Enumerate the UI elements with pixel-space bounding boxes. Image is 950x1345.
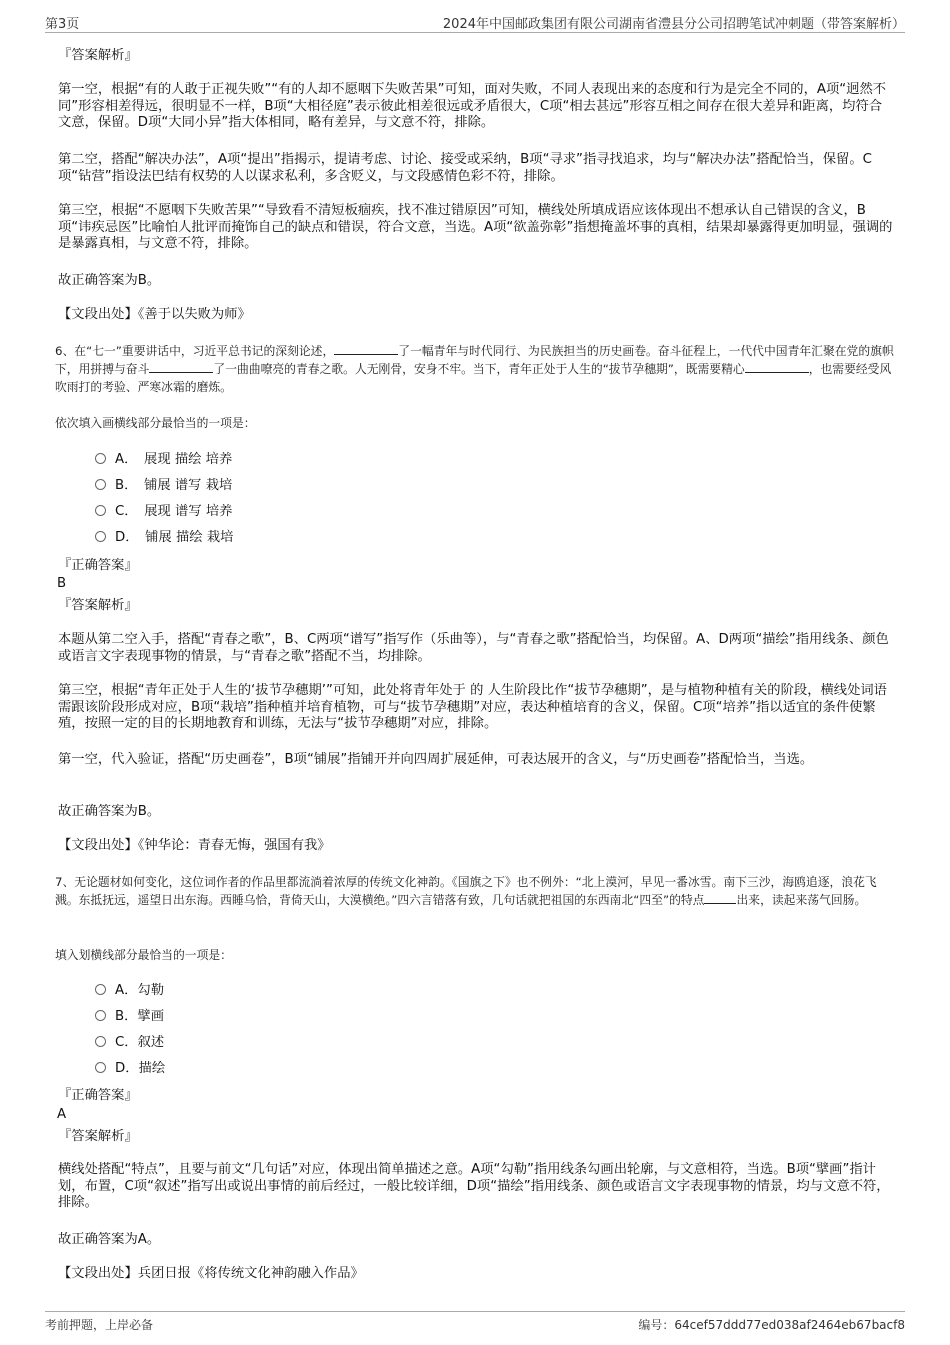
document-id: 编号：64cef57ddd77ed038af2464eb67bacf8 bbox=[638, 1318, 905, 1332]
q7-text-part2: 出来，读起来荡气回肠。 bbox=[736, 893, 867, 907]
q6-blank-1 bbox=[334, 342, 398, 355]
q7-analysis-label: 『答案解析』 bbox=[58, 1129, 138, 1144]
q6-option-b-label: B． 铺展 谱写 栽培 bbox=[115, 478, 233, 493]
q7-answer: A bbox=[57, 1107, 67, 1122]
page-number: 第3页 bbox=[45, 17, 80, 32]
q6-option-c[interactable] bbox=[95, 502, 232, 522]
q6-answer-label: 『正确答案』 bbox=[58, 558, 138, 573]
page-header bbox=[45, 10, 905, 33]
q7-option-d[interactable] bbox=[95, 1059, 165, 1079]
page-footer bbox=[45, 1311, 905, 1342]
radio-icon[interactable] bbox=[95, 1062, 106, 1073]
radio-icon[interactable] bbox=[95, 453, 106, 464]
q6-question-text bbox=[55, 342, 895, 396]
q6-blank-2 bbox=[149, 360, 213, 373]
q6-answer: B bbox=[57, 576, 67, 591]
q6-source: 【文段出处】《钟华论：青春无悔，强国有我》 bbox=[58, 838, 331, 853]
q5-analysis-para3: 第三空，根据“不愿咽下失败苦果”“导致看不清短板痼疾，找不准过错原因”可知，横线处所填成语应该体现出不想承认自己错误的含义，B项“讳疾忌医”比喻怕人批评而掩饰自己的缺点和错误，符合文意，当选。A项“欲盖弥彰”指想掩盖坏事的真相，结果却暴露得更加明显，强调的是暴露真相，与文意不符，排除。 bbox=[58, 203, 893, 251]
q7-blank-1 bbox=[704, 891, 736, 904]
q6-option-a[interactable] bbox=[95, 450, 232, 470]
q5-analysis-para1: 第一空，根据“有的人敢于正视失败”“有的人却不愿咽下失败苦果”可知，面对失败，不同人表现出来的态度和行为是完全不同的，A项“迥然不同”形容相差得远，很明显不一样，B项“大相径庭”表示彼此相差很远或矛盾很大，C项“相去甚远”形容互相之间存在很大差异和距离，均符合文意，保留。D项“大同小异”指大体相同，略有差异，与文意不符，排除。 bbox=[58, 82, 887, 130]
q7-analysis-para1: 横线处搭配“特点”，且要与前文“几句话”对应，体现出简单描述之意。A项“勾勒”指用线条勾画出轮廓，与文意相符，当选。B项“擘画”指计划，布置，C项“叙述”指写出或说出事情的前后经过，一般比较详细，D项“描绘”指用线条、颜色或语言文字表现事物的情景，均与文意不符，排除。 bbox=[58, 1162, 890, 1210]
q7-option-a-label: A．勾勒 bbox=[115, 983, 164, 998]
q6-analysis-para1: 本题从第二空入手，搭配“青春之歌”，B、C两项“谱写”指写作（乐曲等），与“青春之歌”搭配恰当，均保留。A、D两项“描绘”指用线条、颜色或语言文字表现事物的情景，与“青春之歌”搭配不当，均排除。 bbox=[58, 632, 889, 664]
q6-analysis-para3: 第一空，代入验证，搭配“历史画卷”，B项“铺展”指铺开并向四周扩展延伸，可表达展开的含义，与“历史画卷”搭配恰当，当选。 bbox=[58, 752, 814, 767]
q6-text-part2: 了一幅青年与时代同行、为民族担当的历史画卷。奋斗征程上，一代代中国青年汇聚在党的旗帜下，用拼搏与奋斗 bbox=[55, 344, 894, 376]
q5-analysis-para2: 第二空，搭配“解决办法”，A项“提出”指揭示，提请考虑、讨论、接受或采纳，B项“寻求”指寻找追求，均与“解决办法”搭配恰当，保留。C项“钻营”指设法巴结有权势的人以谋求私利，多含贬义，与文段感情色彩不符，排除。 bbox=[58, 152, 872, 184]
q6-text-part4: ，也需要经受风吹雨打的考验、严寒冰霜的磨炼。 bbox=[55, 362, 892, 394]
q7-option-b[interactable] bbox=[95, 1007, 164, 1027]
q6-blank-3 bbox=[745, 360, 809, 373]
q6-option-c-label: C． 展现 谱写 培养 bbox=[115, 504, 233, 519]
q7-option-b-label: B．擘画 bbox=[115, 1009, 165, 1024]
q6-option-d[interactable] bbox=[95, 528, 233, 548]
q7-prompt: 填入划横线部分最恰当的一项是： bbox=[55, 948, 232, 962]
q7-source: 【文段出处】兵团日报《将传统文化神韵融入作品》 bbox=[58, 1266, 364, 1281]
q7-question-text bbox=[55, 873, 895, 909]
q6-option-a-label: A． 展现 描绘 培养 bbox=[115, 452, 233, 467]
q6-option-d-label: D． 铺展 描绘 栽培 bbox=[115, 530, 234, 545]
q7-option-c-label: C．叙述 bbox=[115, 1035, 165, 1050]
document-title: 2024年中国邮政集团有限公司湖南省澧县分公司招聘笔试冲刺题（带答案解析） bbox=[442, 17, 905, 32]
q6-analysis-para2: 第三空，根据“青年正处于人生的‘拔节孕穗期’”可知，此处将青年处于 的 人生阶段比作“拔节孕穗期”，是与植物种植有关的阶段，横线处词语需跟该阶段形成对应，B项“栽培”指种植并培育植物，可与“拔节孕穗期”对应，表达种植培育的含义，保留。C项“培养”指以适宜的条件使繁殖，按照一定的目的长期地教育和训练，无法与“拔节孕穗期”对应，排除。 bbox=[58, 683, 887, 731]
q6-conclusion: 故正确答案为B。 bbox=[58, 804, 161, 819]
q7-option-d-label: D．描绘 bbox=[115, 1061, 166, 1076]
footer-slogan: 考前押题，上岸必备 bbox=[45, 1318, 154, 1332]
radio-icon[interactable] bbox=[95, 479, 106, 490]
q7-conclusion: 故正确答案为A。 bbox=[58, 1232, 161, 1247]
q6-text-part1: 6、在“七一”重要讲话中，习近平总书记的深刻论述， bbox=[55, 344, 335, 358]
q7-option-c[interactable] bbox=[95, 1033, 164, 1053]
q6-analysis-label: 『答案解析』 bbox=[58, 598, 138, 613]
q7-option-a[interactable] bbox=[95, 981, 164, 1001]
radio-icon[interactable] bbox=[95, 1010, 106, 1021]
radio-icon[interactable] bbox=[95, 1036, 106, 1047]
radio-icon[interactable] bbox=[95, 984, 106, 995]
q5-source: 【文段出处】《善于以失败为师》 bbox=[58, 307, 251, 322]
q6-text-part3: 了一曲曲嘹亮的青春之歌。人无刚骨，安身不牢。当下，青年正处于人生的“拔节孕穗期”，既需要精心 bbox=[213, 362, 745, 376]
radio-icon[interactable] bbox=[95, 531, 106, 542]
q7-answer-label: 『正确答案』 bbox=[58, 1088, 138, 1103]
radio-icon[interactable] bbox=[95, 505, 106, 516]
q5-analysis-label: 『答案解析』 bbox=[58, 48, 138, 63]
q6-option-b[interactable] bbox=[95, 476, 232, 496]
q7-text-part1: 7、无论题材如何变化，这位词作者的作品里都流淌着浓厚的传统文化神韵。《国旗之下》也不例外：“北上漠河，早见一番冰雪。南下三沙，海鸥追逐，浪花飞溅。东抵抚远，遥望日出东海。西睡乌恰，背倚天山，大漠横绝。”四六言错落有致，几句话就把祖国的东西南北“四至”的特点 bbox=[55, 875, 877, 907]
q6-prompt: 依次填入画横线部分最恰当的一项是： bbox=[55, 416, 256, 430]
q5-conclusion: 故正确答案为B。 bbox=[58, 273, 161, 288]
